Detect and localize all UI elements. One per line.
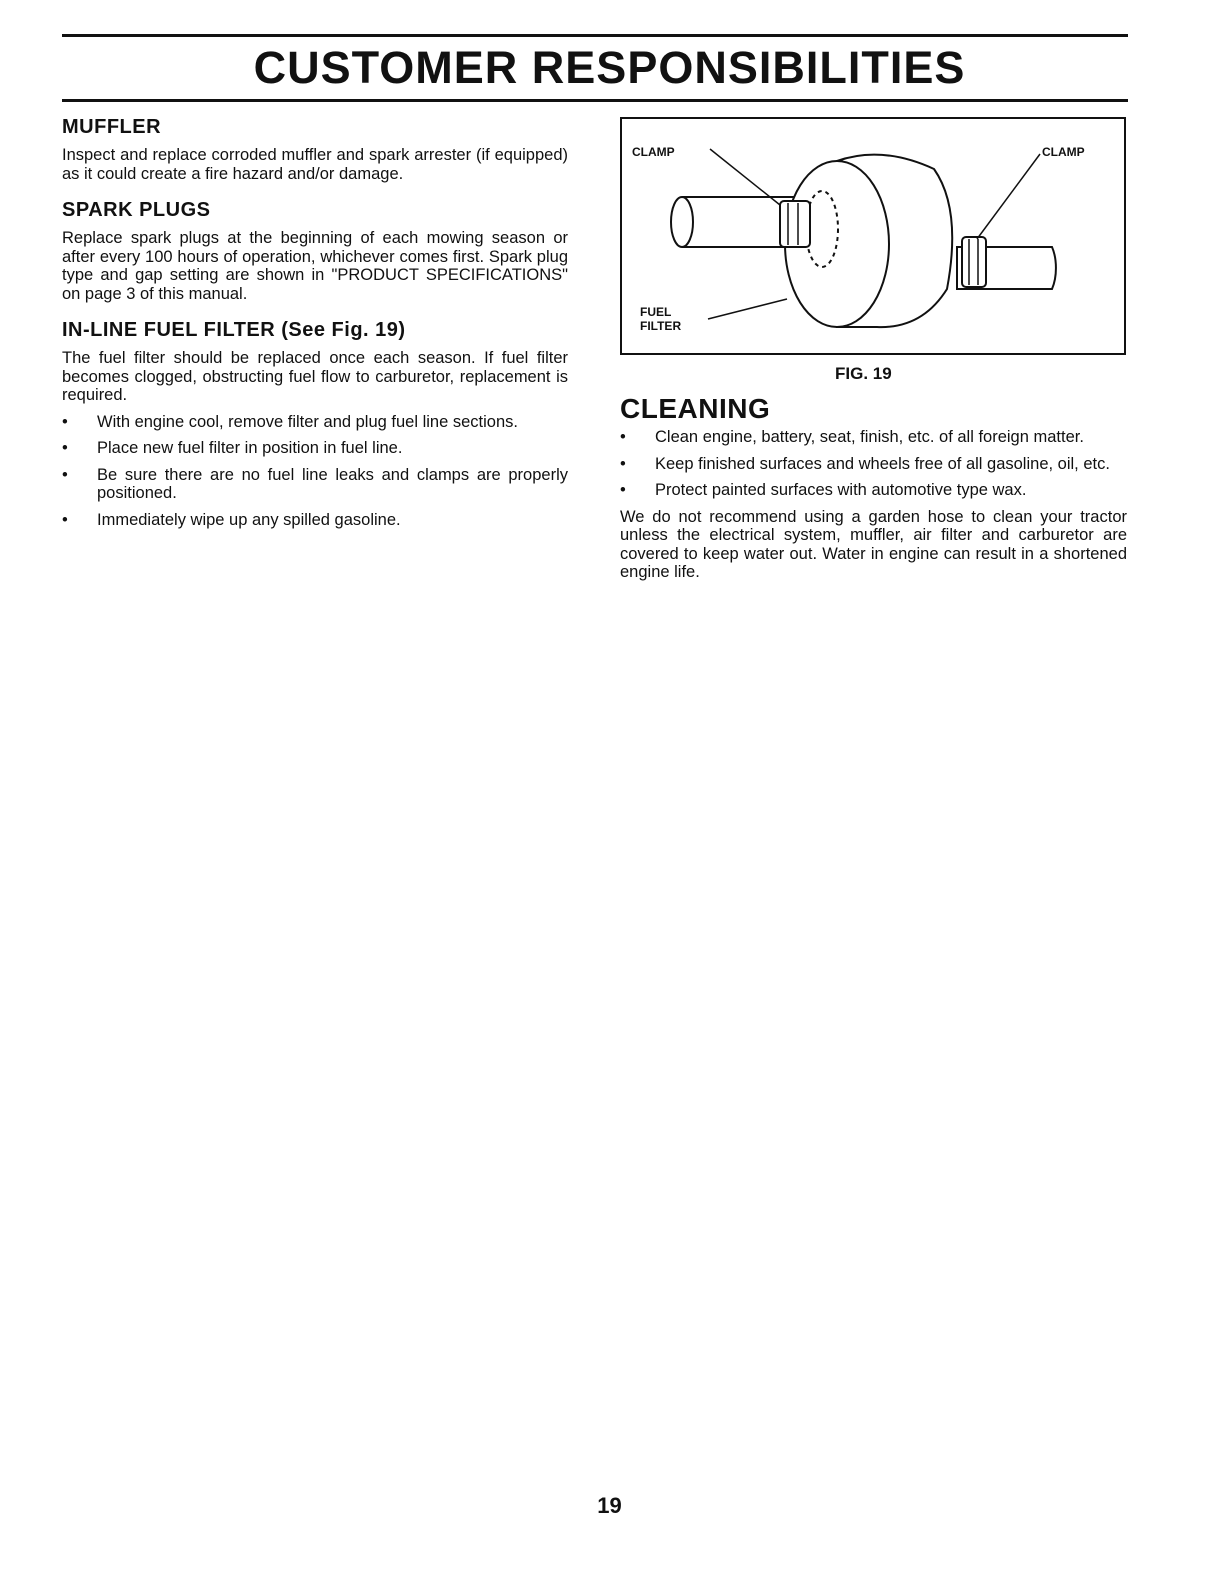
list-item: • Protect painted surfaces with automotive type wax.	[620, 481, 1027, 499]
top-rule	[62, 34, 1128, 37]
bullet-icon: •	[62, 412, 68, 431]
muffler-text: Inspect and replace corroded muffler and spark arrester (if equipped) as it could create a fire hazard and/or damage.	[62, 146, 568, 183]
list-item: • With engine cool, remove filter and plug fuel line sections.	[62, 412, 518, 431]
bullet-icon: •	[62, 465, 68, 484]
leader-line-clamp-right	[977, 154, 1040, 239]
muffler-section	[62, 114, 568, 183]
spark-plugs-heading: SPARK PLUGS	[62, 199, 211, 221]
cleaning-text: We do not recommend using a garden hose to clean your tractor unless the electrical system, muffler, air filter and carburetor are covered to keep water out. Water in engine can result in a shortened engine life.	[620, 507, 1127, 581]
clamp-right	[962, 237, 986, 287]
list-item: • Be sure there are no fuel line leaks and clamps are properly positioned.	[62, 465, 568, 502]
title-underline-rule	[62, 99, 1128, 102]
fuel-label: FUEL	[640, 305, 672, 319]
bullet-icon: •	[62, 439, 68, 457]
spark-plugs-section	[62, 197, 568, 303]
inlet-fuel-line-end	[671, 197, 693, 247]
filter-label: FILTER	[640, 319, 682, 333]
page-number: 19	[597, 1493, 622, 1518]
fuel-filter-section	[62, 317, 568, 529]
right-column	[620, 392, 1127, 582]
list-item: • Place new fuel filter in position in fuel line.	[62, 439, 403, 457]
page-title: CUSTOMER RESPONSIBILITIES	[253, 42, 966, 93]
clamp-left-label: CLAMP	[632, 145, 675, 159]
fuel-filter-steps	[62, 413, 568, 530]
cleaning-list	[620, 428, 1127, 500]
fuel-filter-heading: IN-LINE FUEL FILTER (See Fig. 19)	[62, 319, 406, 341]
bullet-icon: •	[62, 510, 68, 529]
fuel-filter-figure	[620, 117, 1126, 355]
clamp-left	[780, 201, 810, 247]
bullet-icon: •	[620, 454, 626, 473]
fuel-filter-text: The fuel filter should be replaced once each season. If fuel filter becomes clogged, obstructing fuel flow to carburetor, replacement is required.	[62, 349, 568, 404]
muffler-heading: MUFFLER	[62, 116, 162, 138]
bullet-icon: •	[620, 481, 626, 499]
cleaning-heading: CLEANING	[620, 393, 771, 424]
list-item: • Clean engine, battery, seat, finish, etc. of all foreign matter.	[620, 428, 1084, 446]
spark-plugs-text: Replace spark plugs at the beginning of each mowing season or after every 100 hours of operation, whichever comes first. Spark plug type and gap setting are shown in "PRODUCT SPECIFICATIONS" on page 3 of this manual.	[62, 229, 568, 303]
clamp-right-label: CLAMP	[1042, 145, 1085, 159]
fuel-filter-illustration	[622, 119, 1124, 353]
bullet-icon: •	[620, 428, 626, 446]
left-column	[62, 114, 568, 543]
list-item: • Keep finished surfaces and wheels free of all gasoline, oil, etc.	[620, 454, 1110, 473]
leader-line-fuel-filter	[708, 299, 787, 319]
list-item: • Immediately wipe up any spilled gasoline.	[62, 510, 401, 529]
figure-caption: FIG. 19	[835, 364, 892, 383]
